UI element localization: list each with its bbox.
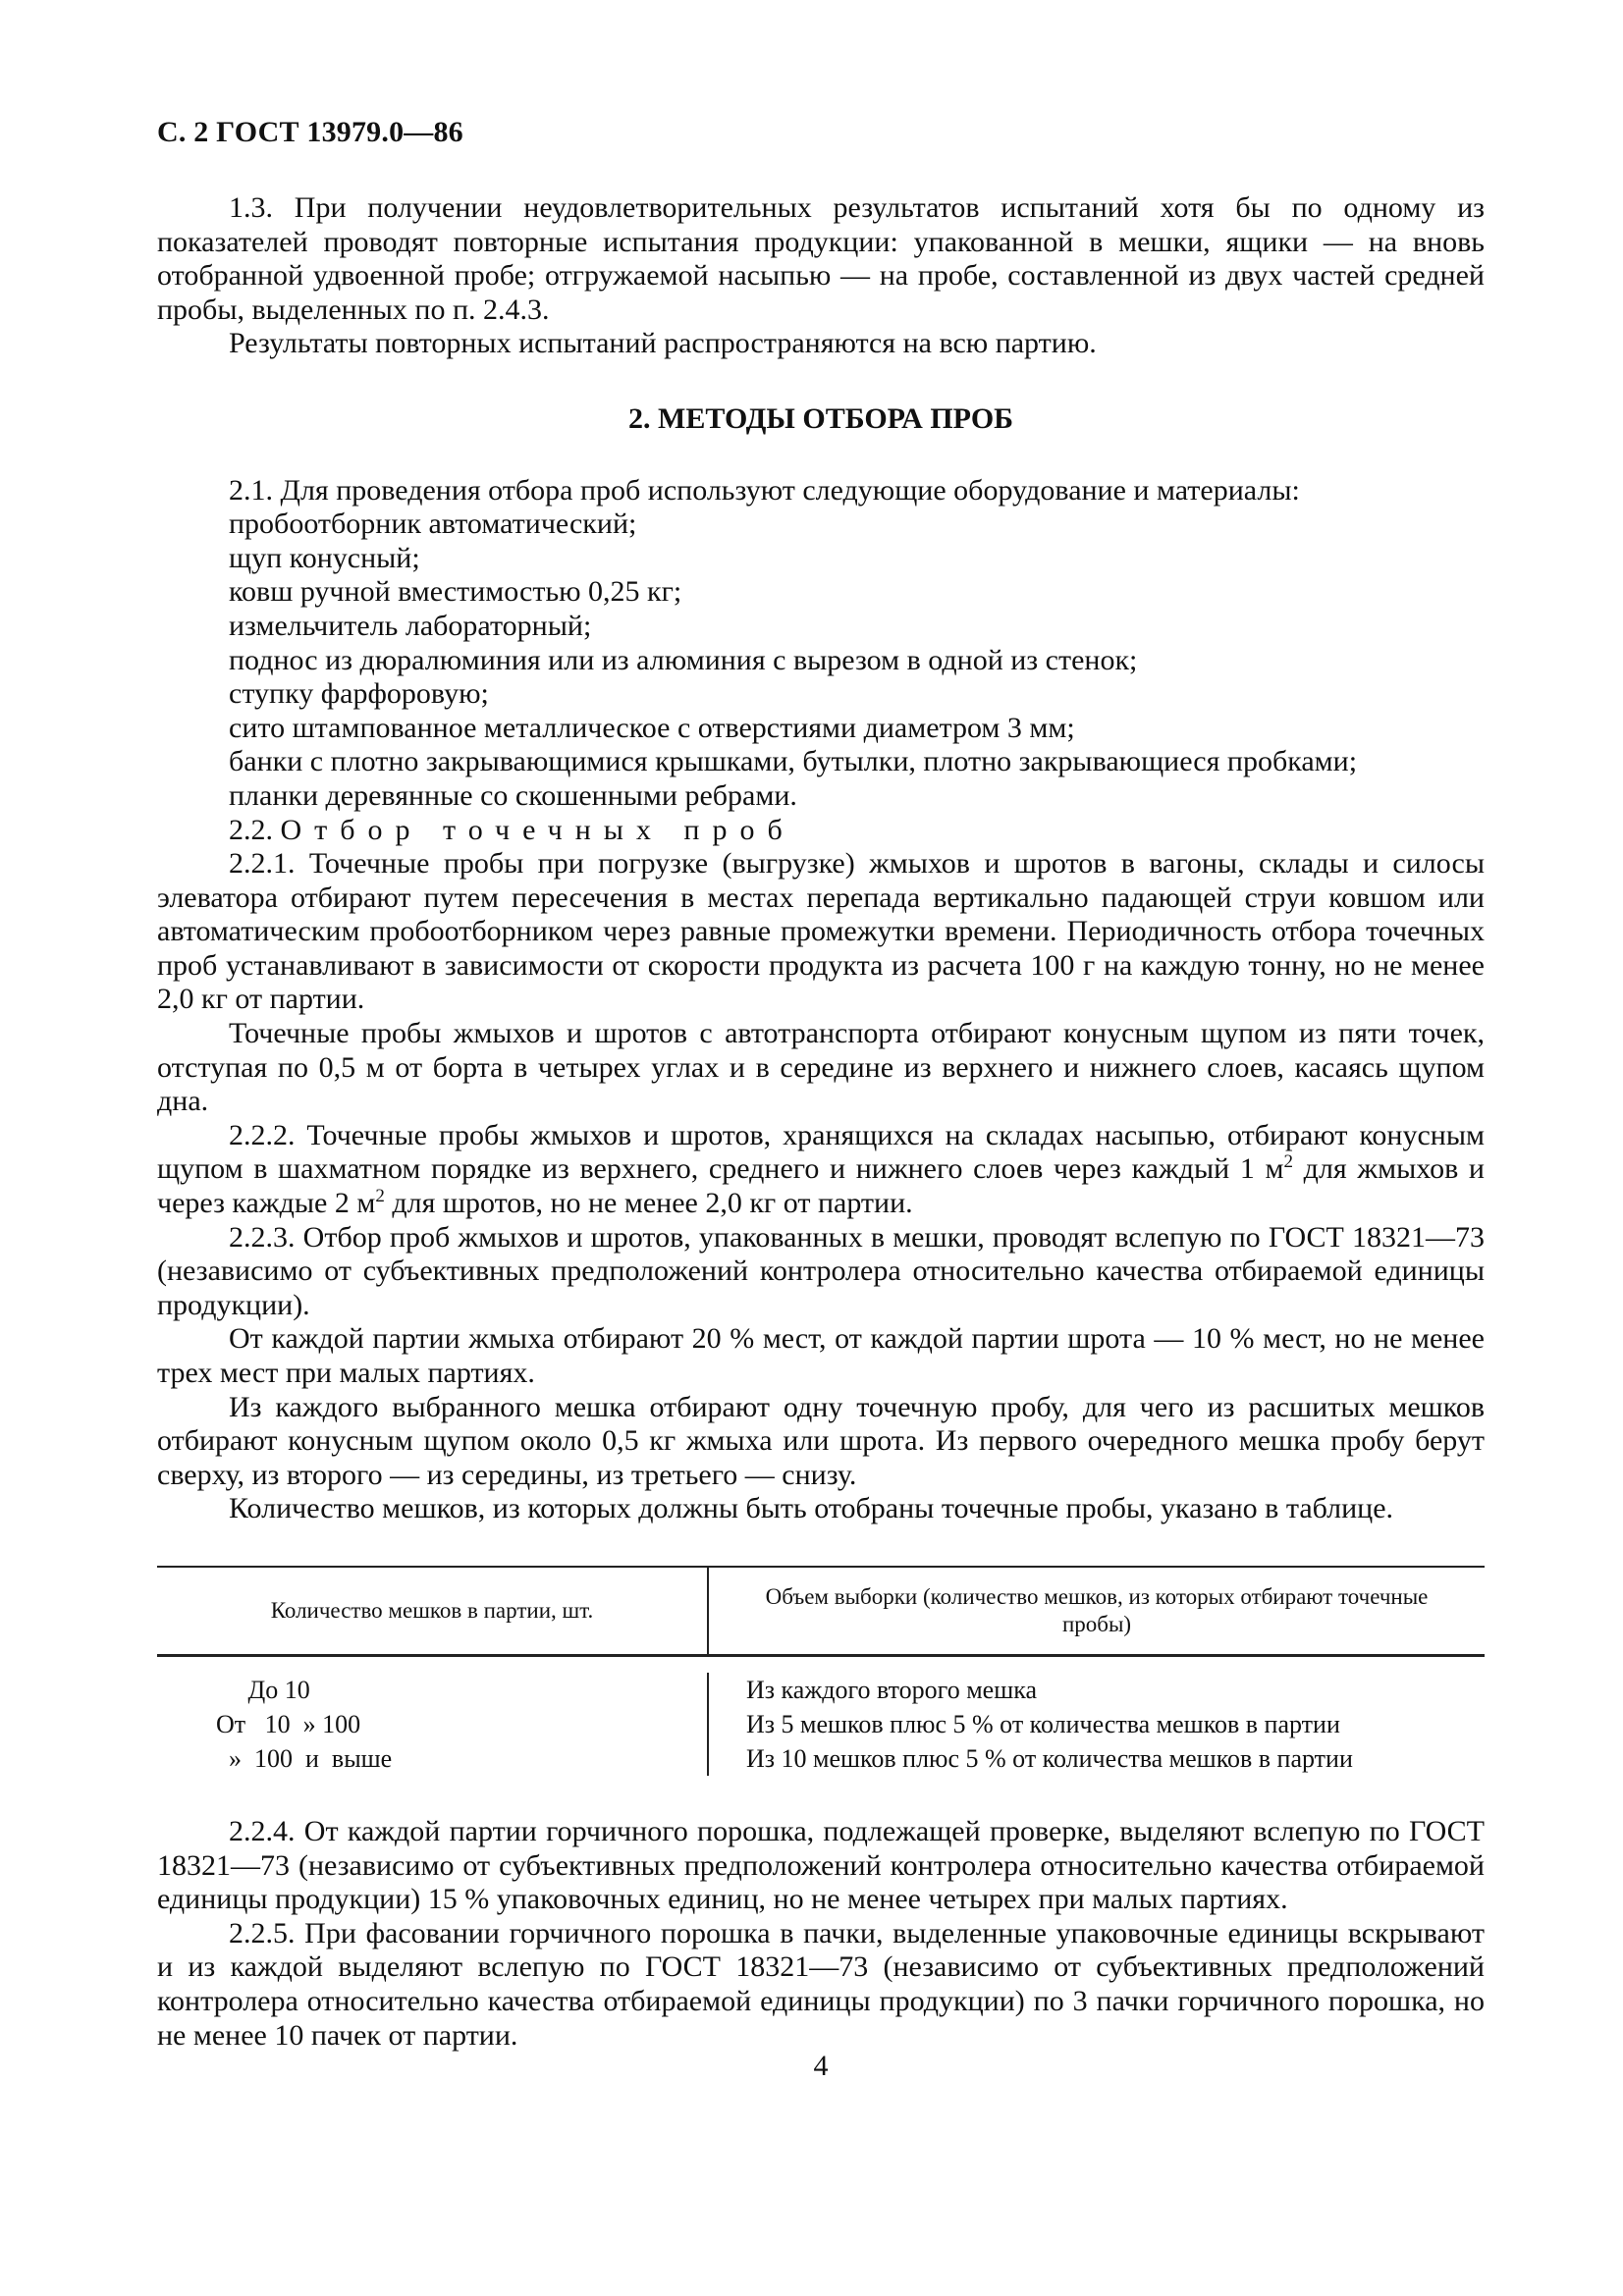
superscript: 2	[1283, 1151, 1294, 1173]
subsection-number: 2.2.	[229, 813, 273, 846]
subsection-2-2-heading	[157, 814, 1485, 848]
after-table-section	[157, 1815, 1485, 2053]
table-column-sample	[709, 1673, 1485, 1776]
page-number: 4	[813, 2050, 829, 2082]
paragraph-table-ref: Количество мешков, из которых должны быть отобраны точечные пробы, указано в таблице.	[229, 1492, 1394, 1525]
paragraph-1-3: 1.3. При получении неудовлетворительных результатов испытаний хотя бы по одному из показателей проводят повторные испытания продукции: упакованной в мешки, ящики — на вновь отобранной удвоенной пробе; отгружаемой насыпью — на пробе, составленной из двух частей средней пробы, выделенных по п. 2.4.3.	[157, 191, 1485, 326]
text-span: 2.2.2. Точечные пробы жмыхов и шротов, хранящихся на складах насыпью, отбирают конусным щупом в шахматном порядке из верхнего, среднего и нижнего слоев через каждый 1 м	[157, 1118, 1485, 1186]
table-cell: Из 5 мешков плюс 5 % от количества мешков в партии	[746, 1709, 1340, 1738]
superscript: 2	[375, 1186, 385, 1207]
paragraph-2-2-1: 2.2.1. Точечные пробы при погрузке (выгрузке) жмыхов и шротов в вагоны, склады и силосы элеватора отбирают путем пересечения в местах перепада вертикально падающей струи ковшом или автоматическим пробоотборником через равные промежутки времени. Периодичность отбора точечных проб устанавливают в зависимости от скорости продукта из расчета 100 г на каждую тонну, но не менее 2,0 кг от партии.	[157, 847, 1485, 1016]
paragraph-auto-transport: Точечные пробы жмыхов и шротов с автотранспорта отбирают конусным щупом из пяти точек, отступая по 0,5 м от борта в четырех углах и в середине из верхнего и нижнего слоев, касаясь щупом дна.	[157, 1017, 1485, 1118]
list-item: планки деревянные со скошенными ребрами.	[229, 778, 797, 812]
table-header	[157, 1566, 1485, 1657]
list-item: пробоотборник автоматический;	[229, 507, 637, 541]
document-body	[157, 191, 1485, 2053]
paragraph-percent: От каждой партии жмыха отбирают 20 % мест, от каждой партии шрота — 10 % мест, но не менее трех мест при малых партиях.	[157, 1322, 1485, 1389]
list-item: поднос из дюралюминия или из алюминия с вырезом в одной из стенок;	[229, 643, 1138, 676]
section-title: 2. МЕТОДЫ ОТБОРА ПРОБ	[628, 401, 1013, 435]
paragraph-2-2-2	[157, 1119, 1485, 1221]
text-span: для жмыхов и через каждые 2 м	[157, 1152, 1485, 1220]
table-column-qty	[157, 1673, 709, 1776]
equipment-list	[157, 507, 1485, 813]
subsection-title: Отбор точечных проб	[280, 813, 795, 846]
table-cell: До 10	[216, 1675, 310, 1704]
list-item: сито штампованное металлическое с отверстиями диаметром 3 мм;	[229, 711, 1075, 744]
table-header-cell: Количество мешков в партии, шт.	[157, 1568, 709, 1654]
list-item: измельчитель лабораторный;	[229, 609, 592, 642]
table-cell: От 10 » 100	[216, 1709, 361, 1738]
page-header: С. 2 ГОСТ 13979.0—86	[157, 116, 463, 148]
list-item: щуп конусный;	[229, 541, 420, 574]
table-cell: Из 10 мешков плюс 5 % от количества мешков в партии	[746, 1743, 1353, 1773]
paragraph-2-1: 2.1. Для проведения отбора проб используют следующие оборудование и материалы:	[229, 473, 1300, 507]
list-item: банки с плотно закрывающимися крышками, бутылки, плотно закрывающиеся пробками;	[229, 745, 1358, 778]
sampling-table	[157, 1566, 1485, 1782]
paragraph-2-2-5: 2.2.5. При фасовании горчичного порошка в пачки, выделенные упаковочные единицы вскрывают и из каждой выделяют вслепую по ГОСТ 18321—73 (независимо от субъективных предположений контролера относительно качества отбираемой единицы продукции) по 3 пачки горчичного порошка, но не менее 10 пачек от партии.	[157, 1916, 1485, 2052]
table-cell: Из каждого второго мешка	[746, 1675, 1037, 1704]
text-span: для шротов, но не менее 2,0 кг от партии.	[384, 1187, 913, 1220]
paragraph-repeat-results: Результаты повторных испытаний распространяются на всю партию.	[229, 327, 1097, 360]
paragraph-2-2-3: 2.2.3. Отбор проб жмыхов и шротов, упакованных в мешки, проводят вслепую по ГОСТ 18321—73 (независимо от субъективных предположений контролера относительно качества отбираемой единицы продукции).	[157, 1220, 1485, 1321]
paragraph-each-bag: Из каждого выбранного мешка отбирают одну точечную пробу, для чего из расшитых мешков отбирают конусным щупом около 0,5 кг жмыха или шрота. Из первого очередного мешка пробу берут сверху, из второго — из середины, из третьего — снизу.	[157, 1390, 1485, 1491]
list-item: ковш ручной вместимостью 0,25 кг;	[229, 575, 682, 609]
table-header-cell: Объем выборки (количество мешков, из которых отбирают точечные пробы)	[765, 1583, 1429, 1636]
paragraph-2-2-4: 2.2.4. От каждой партии горчичного порошка, подлежащей проверке, выделяют вслепую по ГОСТ 18321—73 (независимо от субъективных предположений контролера относительно качества отбираемой единицы продукции) 15 % упаковочных единиц, но не менее четырех при малых партиях.	[157, 1814, 1485, 1916]
table-cell: » 100 и выше	[216, 1743, 393, 1773]
list-item: ступку фарфоровую;	[229, 677, 489, 711]
table-body	[157, 1657, 1485, 1782]
